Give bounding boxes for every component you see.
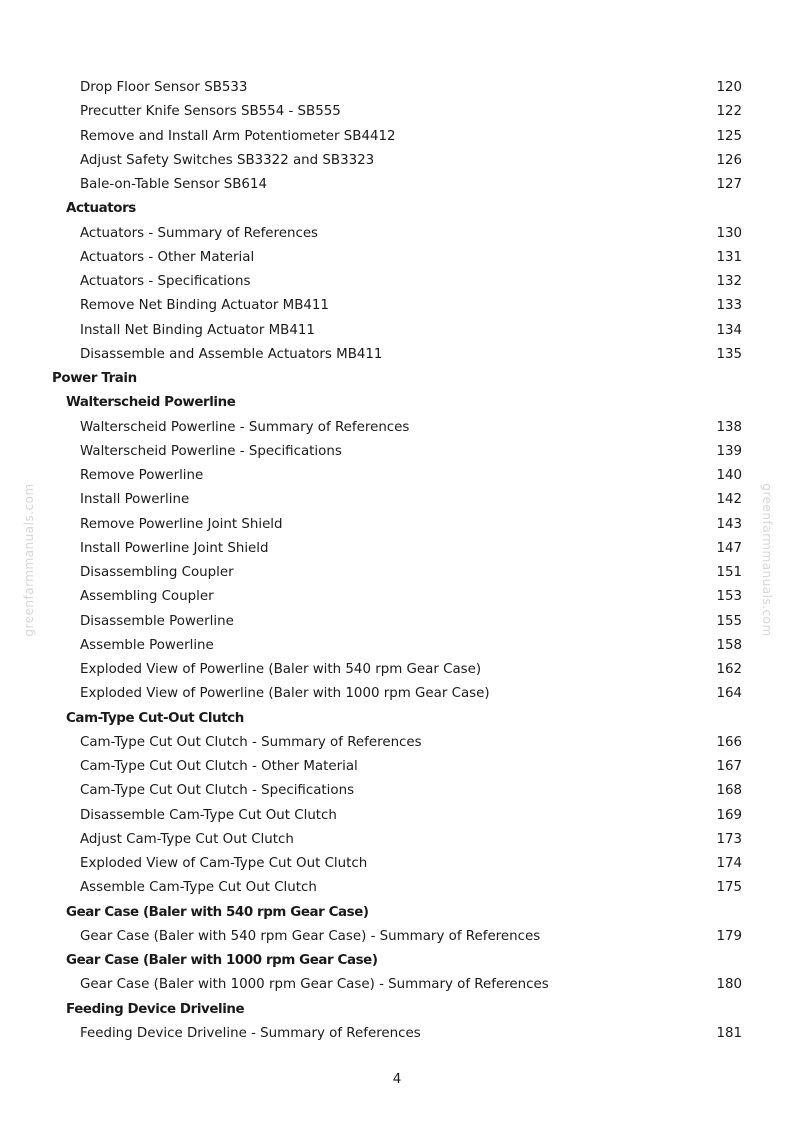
toc-entry-page: 127 [716,177,742,192]
toc-entry[interactable] [0,610,794,634]
toc-entry[interactable] [0,731,794,755]
toc-entry-title: Remove and Install Arm Potentiometer SB4412 [80,128,396,144]
toc-entry-title: Remove Net Binding Actuator MB411 [80,298,329,314]
toc-entry-page: 130 [716,225,742,241]
toc-entry-title: Assemble Cam-Type Cut Out Clutch [80,880,317,896]
toc-entry[interactable] [0,804,794,828]
toc-section-heading[interactable] [0,367,794,391]
toc-entry[interactable] [0,222,794,246]
toc-entry-title: Cam-Type Cut-Out Clutch [66,710,244,726]
toc-entry-page: 140 [716,468,742,483]
toc-entry-title: Walterscheid Powerline - Specifications [80,443,342,459]
toc-entry-page: 142 [716,492,742,508]
toc-entry-page: 175 [716,880,742,896]
toc-entry[interactable] [0,100,794,124]
toc-entry-title: Gear Case (Baler with 1000 rpm Gear Case) - Summary of References [80,977,549,993]
toc-entry-page: 134 [716,322,742,338]
toc-entry-title: Disassemble Cam-Type Cut Out Clutch [80,807,337,823]
toc-entry-page: 179 [716,928,742,944]
toc-subsection-heading[interactable] [0,998,794,1022]
toc-entry-page: 132 [716,274,742,289]
toc-entry[interactable] [0,682,794,706]
toc-entry[interactable] [0,343,794,367]
toc-entry-page: 151 [716,565,742,580]
toc-entry-page: 125 [716,128,742,144]
toc-entry-page: 180 [716,977,742,993]
toc-entry[interactable] [0,294,794,318]
toc-entry-title: Walterscheid Powerline [66,395,236,411]
toc-entry-page: 135 [716,346,742,362]
toc-entry-page: 133 [716,298,742,314]
toc-entry[interactable] [0,319,794,343]
toc-entry-title: Feeding Device Driveline - Summary of References [80,1025,421,1041]
page-number: 4 [392,1072,402,1087]
toc-entry-title: Disassemble and Assemble Actuators MB411 [80,346,383,362]
toc-entry[interactable] [0,658,794,682]
table-of-contents [0,76,794,1046]
toc-entry-page: 174 [716,856,742,871]
toc-entry[interactable] [0,755,794,779]
toc-entry[interactable] [0,513,794,537]
toc-entry-page: 167 [716,759,742,774]
toc-entry-title: Install Powerline [80,492,190,508]
toc-entry-title: Remove Powerline [80,468,204,483]
watermark-right: greenfarmmanuals.com [760,483,774,637]
toc-entry-title: Power Train [52,371,137,386]
toc-entry-page: 131 [716,249,742,265]
toc-entry-page: 181 [716,1025,742,1041]
toc-entry-title: Cam-Type Cut Out Clutch - Summary of References [80,734,422,750]
toc-entry-title: Drop Floor Sensor SB533 [80,80,248,95]
toc-entry[interactable] [0,585,794,609]
toc-entry-title: Adjust Cam-Type Cut Out Clutch [80,831,294,847]
toc-entry-title: Exploded View of Powerline (Baler with 1000 rpm Gear Case) [80,686,490,702]
toc-entry-title: Actuators [66,201,136,217]
toc-entry-page: 120 [716,80,742,95]
toc-entry[interactable] [0,1022,794,1046]
toc-subsection-heading[interactable] [0,901,794,925]
toc-entry[interactable] [0,270,794,294]
toc-subsection-heading[interactable] [0,197,794,221]
toc-subsection-heading[interactable] [0,949,794,973]
toc-entry-title: Precutter Knife Sensors SB554 - SB555 [80,104,341,120]
toc-entry-page: 169 [716,807,742,823]
toc-entry[interactable] [0,779,794,803]
toc-entry[interactable] [0,634,794,658]
toc-entry-title: Walterscheid Powerline - Summary of References [80,419,410,435]
toc-entry[interactable] [0,488,794,512]
toc-entry-page: 143 [716,516,742,532]
toc-entry-title: Actuators - Specifications [80,274,251,289]
toc-entry-page: 155 [716,613,742,629]
toc-entry-page: 158 [716,637,742,653]
toc-subsection-heading[interactable] [0,391,794,415]
toc-entry-page: 166 [716,734,742,750]
toc-entry[interactable] [0,852,794,876]
toc-entry[interactable] [0,149,794,173]
toc-entry-title: Remove Powerline Joint Shield [80,516,283,532]
toc-entry-page: 126 [716,152,742,168]
toc-entry-title: Gear Case (Baler with 540 rpm Gear Case) [66,904,369,920]
toc-entry-page: 138 [716,419,742,435]
toc-entry-page: 173 [716,831,742,847]
toc-entry[interactable] [0,876,794,900]
toc-entry-title: Disassemble Powerline [80,613,234,629]
toc-entry[interactable] [0,440,794,464]
toc-entry-page: 168 [716,783,742,799]
toc-entry[interactable] [0,925,794,949]
toc-entry-page: 164 [716,686,742,702]
toc-entry[interactable] [0,416,794,440]
toc-entry[interactable] [0,173,794,197]
toc-entry-title: Bale-on-Table Sensor SB614 [80,177,267,192]
toc-entry-page: 122 [716,104,742,120]
toc-entry[interactable] [0,973,794,997]
toc-entry-title: Actuators - Summary of References [80,225,319,241]
toc-entry[interactable] [0,246,794,270]
toc-entry-title: Exploded View of Powerline (Baler with 540 rpm Gear Case) [80,662,482,677]
toc-subsection-heading[interactable] [0,707,794,731]
toc-entry-title: Gear Case (Baler with 540 rpm Gear Case) - Summary of References [80,928,541,944]
toc-entry-title: Assembling Coupler [80,589,214,605]
toc-entry-title: Cam-Type Cut Out Clutch - Specifications [80,783,355,799]
toc-entry[interactable] [0,828,794,852]
toc-entry[interactable] [0,561,794,585]
toc-entry-title: Cam-Type Cut Out Clutch - Other Material [80,759,358,774]
watermark-left: greenfarmmanuals.com [22,483,36,637]
toc-entry[interactable] [0,76,794,100]
toc-entry-title: Exploded View of Cam-Type Cut Out Clutch [80,856,368,871]
toc-entry-title: Disassembling Coupler [80,565,234,580]
toc-entry-page: 139 [716,443,742,459]
toc-entry-title: Adjust Safety Switches SB3322 and SB3323 [80,152,375,168]
toc-entry-page: 153 [716,589,742,605]
toc-entry[interactable] [0,125,794,149]
toc-entry-title: Assemble Powerline [80,637,214,653]
toc-entry[interactable] [0,537,794,561]
toc-entry-title: Gear Case (Baler with 1000 rpm Gear Case) [66,953,378,968]
toc-entry-page: 147 [716,540,742,556]
toc-entry[interactable] [0,464,794,488]
toc-entry-page: 162 [716,662,742,677]
toc-entry-title: Feeding Device Driveline [66,1001,245,1017]
toc-entry-title: Actuators - Other Material [80,249,255,265]
toc-entry-title: Install Net Binding Actuator MB411 [80,322,315,338]
toc-entry-title: Install Powerline Joint Shield [80,540,269,556]
